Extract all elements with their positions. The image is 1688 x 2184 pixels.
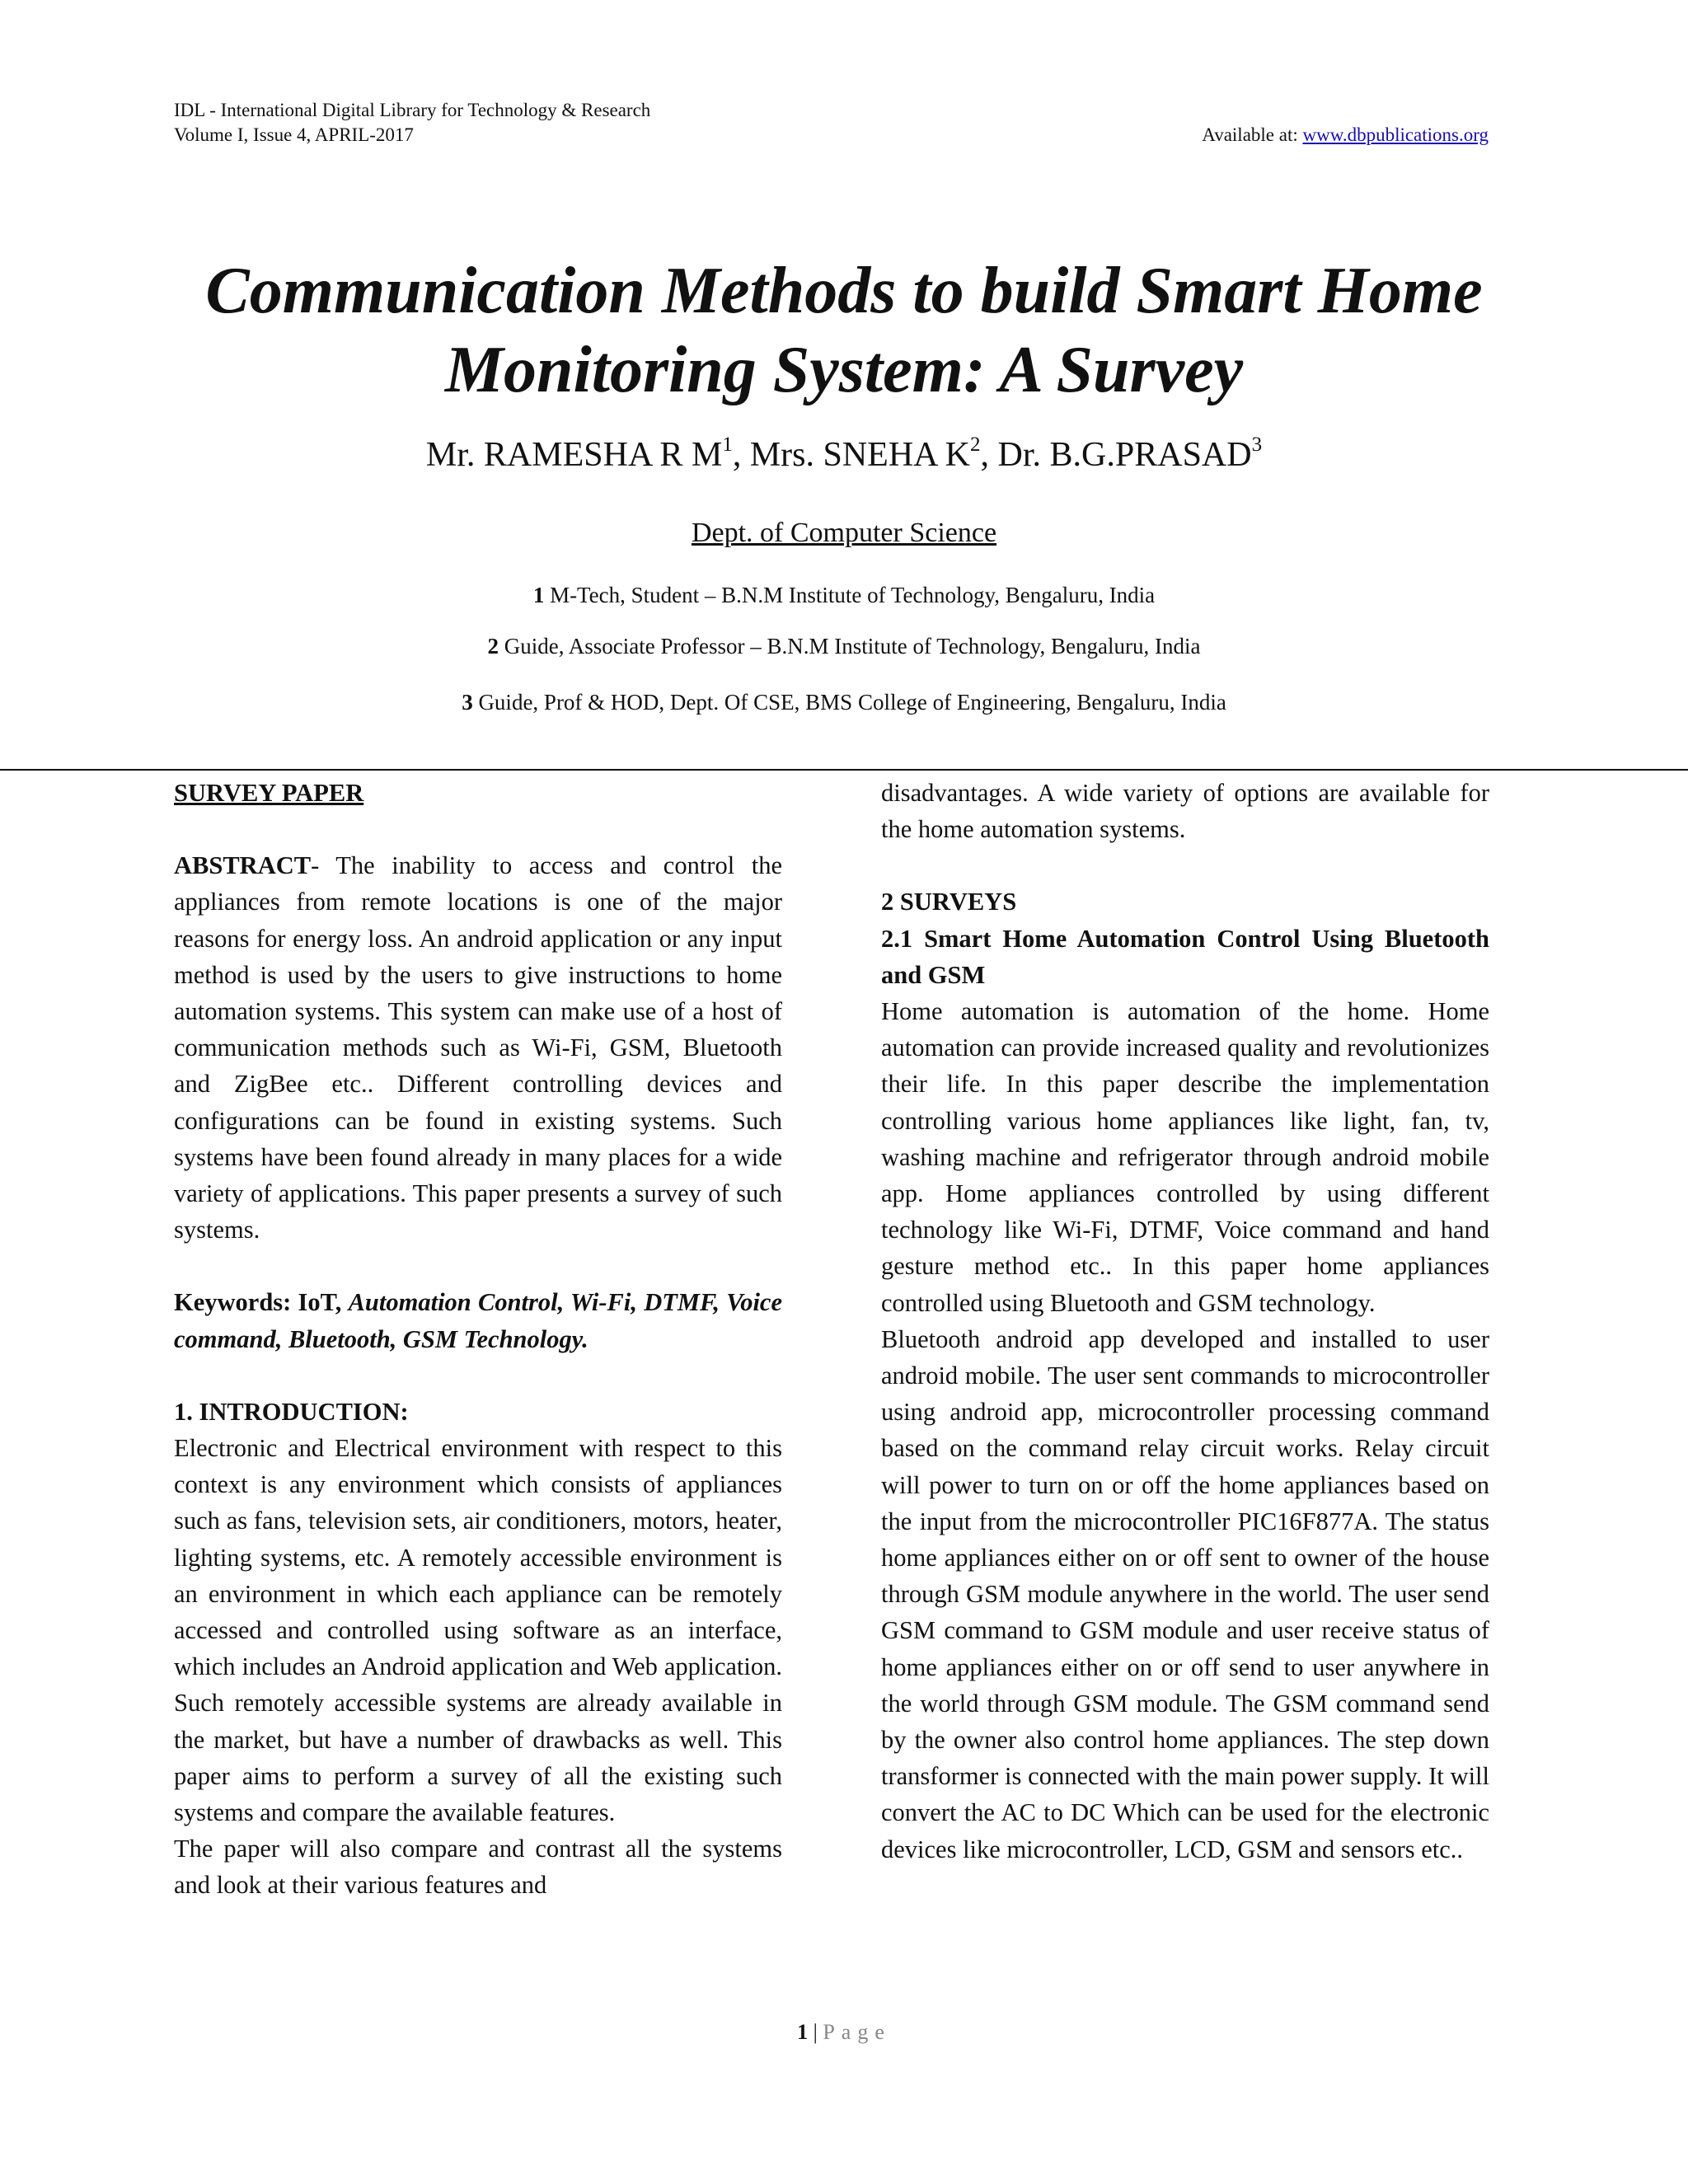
affiliation-text: Guide, Associate Professor – B.N.M Institute of Technology, Bengaluru, India bbox=[499, 634, 1201, 658]
abstract-text: - The inability to access and control the appliances from remote locations is one of the major reasons for energy loss. An android application or any input method is used by the users to give instructions to home automation systems. This system can make use of a host of communication methods such as Wi-Fi, GSM, Bluetooth and ZigBee etc.. Different controlling devices and configurations can be found in existing systems. Such systems have been found already in many places for a wide variety of applications. This paper presents a survey of such systems. bbox=[174, 851, 782, 1244]
introduction-paragraph-1: Electronic and Electrical environment with respect to this context is any environment which consists of appliances such as fans, television sets, air conditioners, motors, heater, lighting systems, etc. A remotely accessible environment is an environment in which each appliance can be remotely accessed and controlled using software as an interface, which includes an Android application and Web application. Such remotely accessible systems are already available in the market, but have a number of drawbacks as well. This paper aims to perform a survey of all the existing such systems and compare the available features. bbox=[174, 1434, 782, 1827]
affiliation-number: 3 bbox=[462, 690, 473, 715]
subsection-paragraph-2: Bluetooth android app developed and installed to user android mobile. The user sent commands to microcontroller using android app, microcontroller processing command based on the command relay circuit works. Relay circuit will power to turn on or off the home appliances based on the input from the microcontroller PIC16F877A. The status home appliances either on or off sent to owner of the house through GSM module anywhere in the world. The user send GSM command to GSM module and user receive status of home appliances either on or off send to user anywhere in the world through GSM module. The GSM command send by the owner also control home appliances. The step down transformer is connected with the main power supply. It will convert the AC to DC Which can be used for the electronic devices like microcontroller, LCD, GSM and sensors etc.. bbox=[881, 1324, 1489, 1863]
author-3-affil-mark: 3 bbox=[1251, 434, 1263, 456]
paper-title bbox=[0, 251, 1688, 410]
section-divider bbox=[0, 769, 1688, 771]
author-2: Mrs. SNEHA K bbox=[749, 436, 971, 474]
author-1-affil-mark: 1 bbox=[722, 434, 733, 456]
title-line-2: Monitoring System: A Survey bbox=[444, 334, 1244, 406]
affiliation-text: M-Tech, Student – B.N.M Institute of Technology, Bengaluru, India bbox=[544, 583, 1156, 607]
available-label: Available at: bbox=[1202, 124, 1303, 145]
page-label: Page bbox=[823, 2020, 891, 2044]
affiliation-text: Guide, Prof & HOD, Dept. Of CSE, BMS College of Engineering, Bengaluru, India bbox=[472, 690, 1226, 715]
author-separator: , bbox=[732, 436, 750, 474]
keywords-label: Keywords: IoT, bbox=[174, 1288, 349, 1317]
page-footer bbox=[0, 2019, 1688, 2046]
left-column bbox=[174, 775, 782, 1904]
department bbox=[0, 517, 1688, 550]
author-3: Dr. B.G.PRASAD bbox=[997, 436, 1252, 474]
running-header bbox=[174, 98, 650, 148]
abstract-paragraph bbox=[174, 847, 782, 1248]
page-number: 1 bbox=[797, 2020, 809, 2044]
author-1: Mr. RAMESHA R M bbox=[425, 436, 723, 474]
volume-info: Volume I, Issue 4, APRIL-2017 bbox=[174, 124, 414, 145]
affiliation-2 bbox=[0, 632, 1688, 660]
title-line-1: Communication Methods to build Smart Home bbox=[205, 255, 1483, 327]
introduction-paragraph-2: The paper will also compare and contrast all the systems and look at their various features and bbox=[174, 1835, 782, 1900]
keywords-text: Automation Control, Wi-Fi, DTMF, Voice command, Bluetooth, GSM Technology. bbox=[174, 1288, 782, 1353]
introduction-heading: 1. INTRODUCTION: bbox=[174, 1397, 409, 1426]
abstract-label: ABSTRACT bbox=[174, 851, 312, 880]
keywords-paragraph bbox=[174, 1284, 782, 1357]
subsection-paragraph-1: Home automation is automation of the home. Home automation can provide increased quality and revolutionizes their life. In this paper describe the implementation controlling various home appliances like light, fan, tv, washing machine and refrigerator through android mobile app. Home appliances controlled by using different technology like Wi-Fi, DTMF, Voice command and hand gesture method etc.. In this paper home appliances controlled using Bluetooth and GSM technology. bbox=[881, 997, 1489, 1317]
department-name: Dept. of Computer Science bbox=[691, 518, 997, 548]
author-separator: , bbox=[980, 436, 998, 474]
footer-separator: | bbox=[808, 2020, 823, 2044]
journal-name: IDL - International Digital Library for Technology & Research bbox=[174, 100, 651, 120]
subsection-heading: 2.1 Smart Home Automation Control Using Bluetooth and GSM bbox=[881, 924, 1489, 989]
affiliation-number: 2 bbox=[487, 634, 499, 658]
availability-note bbox=[1202, 123, 1489, 148]
continued-paragraph: disadvantages. A wide variety of options are available for the home automation systems. bbox=[881, 779, 1489, 844]
affiliation-1 bbox=[0, 581, 1688, 609]
surveys-heading: 2 SURVEYS bbox=[881, 888, 1017, 916]
author-2-affil-mark: 2 bbox=[970, 434, 981, 456]
author-list bbox=[0, 434, 1688, 476]
affiliation-3 bbox=[0, 688, 1688, 716]
affiliation-number: 1 bbox=[532, 583, 545, 607]
survey-paper-heading: SURVEY PAPER bbox=[174, 779, 364, 807]
right-column bbox=[881, 775, 1489, 1868]
journal-url-link[interactable]: www.dbpublications.org bbox=[1302, 124, 1489, 145]
